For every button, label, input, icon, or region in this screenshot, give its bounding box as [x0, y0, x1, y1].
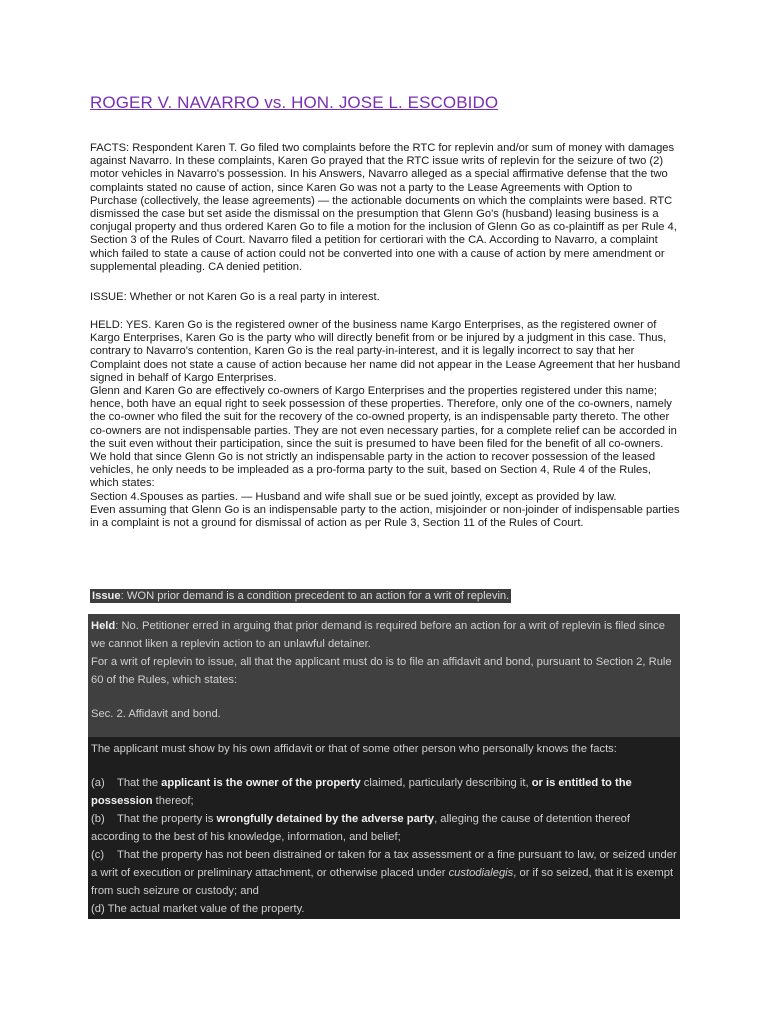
item-text: That the [117, 777, 162, 789]
misjoinder-paragraph: Even assuming that Glenn Go is an indispensable party to the action, misjoinder or non-joinder of indispensable parties in a complaint is not a ground for dismissal of action as per Rule 3, Section 11 of the Rules of Court. [90, 503, 680, 530]
issue-paragraph: ISSUE: Whether or not Karen Go is a real party in interest. [90, 291, 380, 303]
co-owners-paragraph: Glenn and Karen Go are effectively co-owners of Kargo Enterprises and the properties registered under this name; hence, both have an equal right to seek possession of these properties. Therefore, only one of the co-owners, namely the co-owner who filed the suit for the recovery of the co-owned property, is an indispensable party thereto. The other co-owners are not indispensable parties. They are not even necessary parties, for a complete relief can be accorded in the suit even without their participation, since the suit is presumed to have been filed for the benefit of all co-owners. [90, 385, 677, 450]
section-4-paragraph: Section 4.Spouses as parties. — Husband and wife shall sue or be sued jointly, except as provided by law. [90, 490, 617, 503]
item-italic: custodialegis [448, 867, 514, 879]
pro-forma-paragraph: We hold that since Glenn Go is not strictly an indispensable party in the action to recover possession of the leased vehicles, he only needs to be impleaded as a pro-forma party to the suit, based on Section 4, Rule 4 of the Rules, which states: [90, 451, 656, 490]
item-letter: (a) [91, 777, 105, 789]
rule-item-b [91, 810, 677, 846]
rule-intro: The applicant must show by his own affidavit or that of some other person who personally knows the facts: [91, 743, 617, 755]
rule-item-c [91, 846, 677, 900]
held-paragraph: HELD: YES. Karen Go is the registered owner of the business name Kargo Enterprises, as the registered owner of Kargo Enterprises, Karen Go is the party who will directly benefit from or be injured by a judgment in this case. Thus, contrary to Navarro's contention, Karen Go is the real party-in-interest, and it is legally incorrect to say that her Complaint does not state a cause of action because her name did not appear in the Lease Agreement that her husband signed in behalf of Kargo Enterprises. [90, 319, 681, 384]
held-2-paragraph [91, 617, 677, 653]
issue-2-label: Issue [92, 590, 121, 602]
item-text: claimed, particularly describing it, [360, 777, 532, 789]
item-letter: (b) [91, 813, 105, 825]
case-title: ROGER V. NAVARRO vs. HON. JOSE L. ESCOBIDO [90, 93, 499, 112]
affidavit-bond-paragraph: For a writ of replevin to issue, all that the applicant must do is to file an affidavit and bond, pursuant to Section 2, Rule 60 of the Rules, which states: [91, 656, 672, 686]
held-2-label: Held [91, 620, 116, 632]
issue-2-text: : WON prior demand is a condition precedent to an action for a writ of replevin. [120, 590, 510, 602]
item-text: , or if so seized, that it is exempt from such seizure or custody; and [91, 867, 674, 897]
held-section [90, 319, 682, 530]
item-text: thereof; [152, 795, 194, 807]
item-text: That the property is [117, 813, 217, 825]
rule-item-a [91, 774, 677, 810]
rule-item-d: (d) The actual market value of the property. [91, 903, 305, 915]
item-emphasis: applicant is the owner of the property [161, 777, 361, 789]
held-2-panel [88, 614, 680, 737]
rule-60-panel [88, 737, 680, 919]
item-text: That the property has not been distrained or taken for a tax assessment or a fine pursuant to law, or seized under a writ of execution or preliminary attachment, or otherwise placed under [91, 849, 677, 879]
item-emphasis: or is entitled to the possession [91, 777, 632, 807]
facts-paragraph: FACTS: Respondent Karen T. Go filed two complaints before the RTC for replevin and/or sum of money with damages against Navarro. In these complaints, Karen Go prayed that the RTC issue writs of replevin for the seizure of two (2) motor vehicles in Navarro's possession. In his Answers, Navarro alleged as a special affirmative defense that the two complaints stated no cause of action, since Karen Go was not a party to the Lease Agreements with Option to Purchase (collectively, the lease agreements) — the actionable documents on which the complaints were based. RTC dismissed the case but set aside the dismissal on the presumption that Glenn Go's (husband) leasing business is a conjugal property and thus ordered Karen Go to file a motion for the inclusion of Glenn Go as co-plaintiff as per Rule 4, Section 3 of the Rules of Court. Navarro filed a petition for certiorari with the CA. According to Navarro, a complaint which failed to state a cause of action could not be converted into one with a cause of action by mere amendment or supplemental pleading. CA denied petition. [90, 142, 677, 273]
item-letter: (c) [91, 849, 105, 861]
held-2-text: : No. Petitioner erred in arguing that prior demand is required before an action for a writ of replevin is filed since we cannot liken a replevin action to an unlawful detainer. [91, 620, 665, 650]
spacer [91, 689, 677, 705]
spacer [91, 758, 677, 774]
item-emphasis: wrongfully detained by the adverse party [216, 813, 435, 825]
sec-2-heading: Sec. 2. Affidavit and bond. [91, 708, 221, 720]
issue-2-highlight [90, 589, 511, 603]
item-text: , alleging the cause of detention thereof according to the best of his knowledge, information, and belief; [91, 813, 631, 843]
